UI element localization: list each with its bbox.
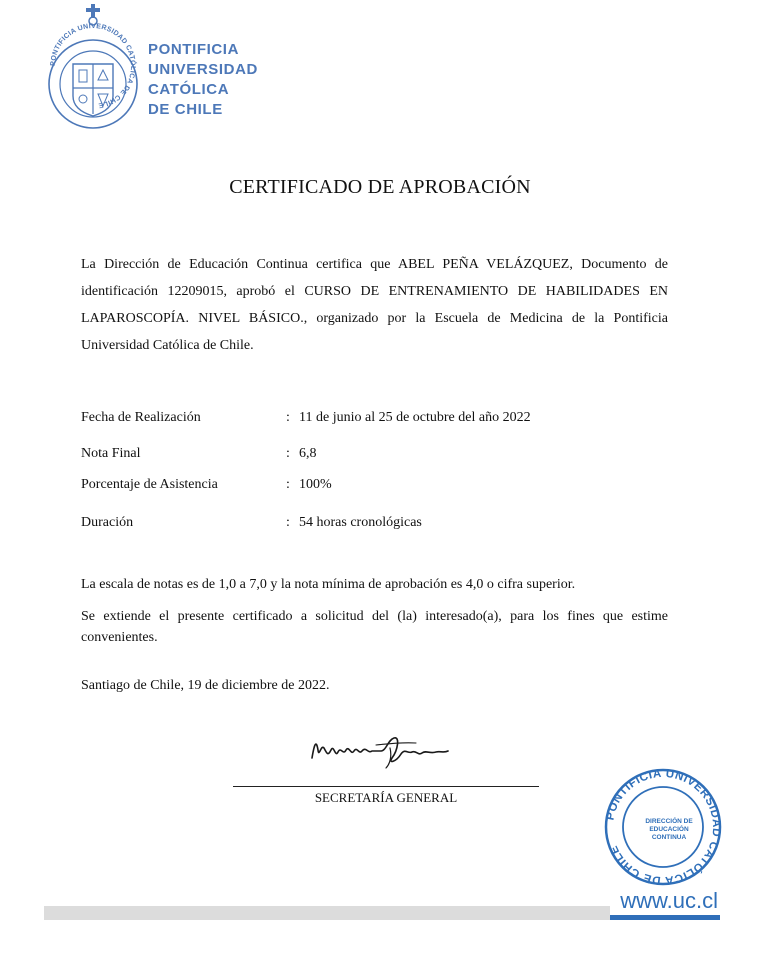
- place-and-date: Santiago de Chile, 19 de diciembre de 2022.: [81, 678, 330, 693]
- detail-label: Fecha de Realización: [81, 410, 201, 425]
- detail-value: 54 horas cronológicas: [299, 515, 422, 530]
- stamp-inner-text: [634, 818, 704, 842]
- institution-name-line-3: CATÓLICA: [148, 81, 230, 98]
- handwritten-signature: [306, 728, 456, 770]
- institution-name-line-4: DE CHILE: [148, 101, 223, 118]
- footer-website-link[interactable]: www.uc.cl: [610, 888, 720, 920]
- grading-scale-note: La escala de notas es de 1,0 a 7,0 y la nota mínima de aprobación es 4,0 o cifra superior.: [81, 577, 576, 592]
- institution-name-line-2: UNIVERSIDAD: [148, 61, 258, 78]
- stamp-inner-line-1: DIRECCIÓN DE: [645, 818, 693, 825]
- signature-caption: SECRETARÍA GENERAL: [314, 790, 458, 805]
- signature-line: [233, 786, 539, 787]
- detail-value: 100%: [299, 477, 332, 492]
- footer-gray-bar: [44, 906, 610, 920]
- detail-separator: :: [286, 410, 290, 425]
- detail-separator: :: [286, 515, 290, 530]
- purpose-note: Se extiende el presente certificado a solicitud del (la) interesado(a), para los fines que estime convenientes.: [81, 609, 668, 645]
- certificate-intro-paragraph: La Dirección de Educación Continua certifica que ABEL PEÑA VELÁZQUEZ, Documento de identificación 12209015, aprobó el CURSO DE ENTRENAMIENTO DE HABILIDADES EN LAPAROSCOPÍA. NIVEL BÁSICO., organizado por la Escuela de Medicina de la Pontificia Universidad Católica de Chile.: [81, 257, 668, 353]
- detail-separator: :: [286, 477, 290, 492]
- institution-name-line-1: PONTIFICIA: [148, 41, 239, 58]
- stamp-inner-line-2: EDUCACIÓN CONTINUA: [649, 826, 689, 841]
- institution-name: [148, 40, 258, 120]
- detail-value: 6,8: [299, 446, 317, 461]
- detail-label: Nota Final: [81, 446, 141, 461]
- detail-value: 11 de junio al 25 de octubre del año 2022: [299, 410, 531, 425]
- certificate-title: CERTIFICADO DE APROBACIÓN: [229, 176, 531, 198]
- svg-text:PONTIFICIA UNIVERSIDAD CATÓLIC: PONTIFICIA UNIVERSIDAD CATÓLICA DE CHILE: [604, 768, 723, 886]
- svg-text:PONTIFICIA UNIVERSIDAD CATÓLIC: PONTIFICIA UNIVERSIDAD CATÓLICA DE CHILE: [49, 22, 137, 109]
- detail-label: Porcentaje de Asistencia: [81, 477, 218, 492]
- university-crest-logo: [48, 4, 138, 130]
- detail-label: Duración: [81, 515, 134, 530]
- detail-separator: :: [286, 446, 290, 461]
